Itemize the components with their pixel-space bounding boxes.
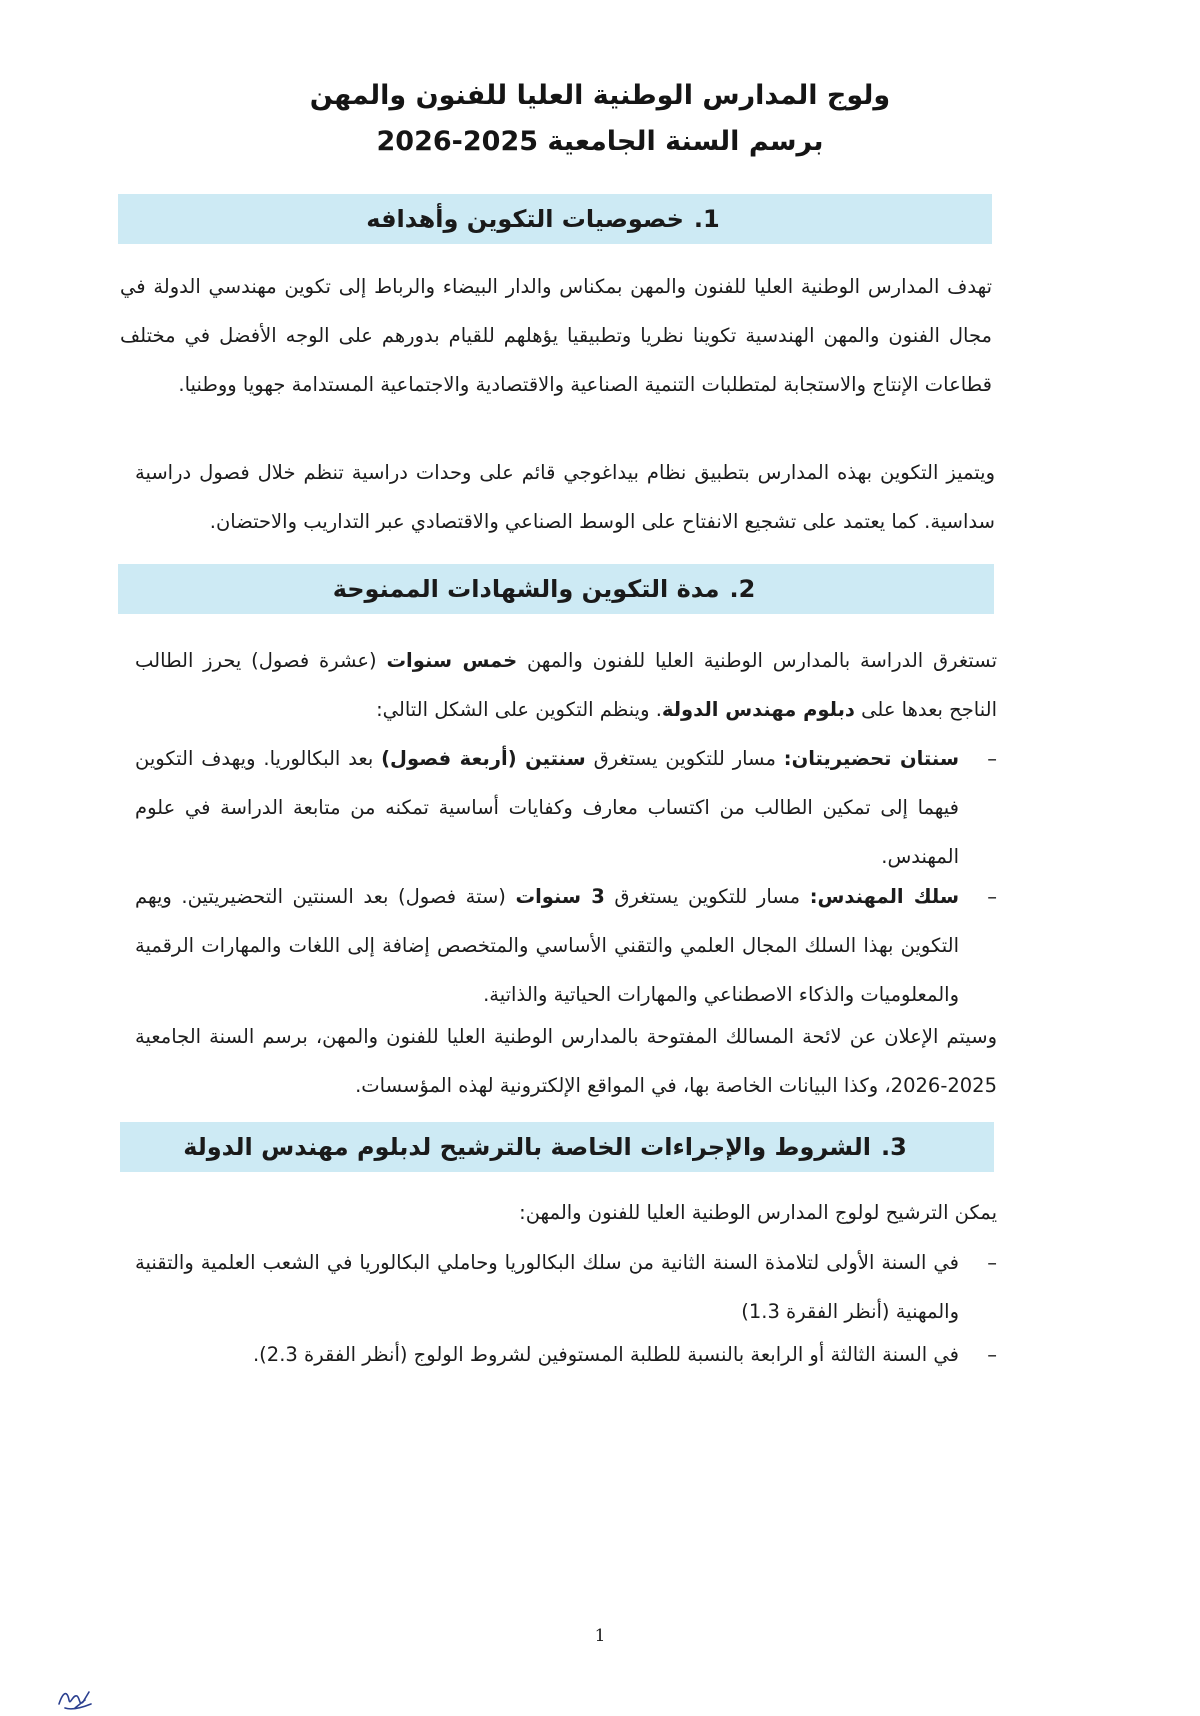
section-2-heading — [118, 564, 994, 614]
section-title: خصوصيات التكوين وأهدافه — [366, 205, 684, 233]
intro-text: . وينظم التكوين على الشكل التالي: — [376, 698, 662, 721]
section-number: 3. — [880, 1133, 907, 1161]
section-3-heading — [120, 1122, 994, 1172]
section-2-bullet-2 — [135, 872, 997, 1019]
document-title-line2: برسم السنة الجامعية 2025-2026 — [376, 126, 824, 157]
page-number: 1 — [594, 1626, 606, 1646]
signature-icon — [55, 1686, 95, 1712]
section-title: الشروط والإجراءات الخاصة بالترشيح لدبلوم مهندس الدولة — [183, 1133, 871, 1161]
intro-text: تستغرق الدراسة بالمدارس الوطنية العليا للفنون والمهن — [526, 649, 998, 672]
section-1-paragraph-2: ويتميز التكوين بهذه المدارس بتطبيق نظام بيداغوجي قائم على وحدات دراسية تنظم خلال فصول دراسية سداسية. كما يعتمد على تشجيع الانفتاح على الوسط الصناعي والاقتصادي عبر التداريب والاحتضان. — [135, 461, 995, 533]
bullet-text — [135, 872, 959, 1019]
bullet-text: في السنة الأولى لتلامذة السنة الثانية من سلك البكالوريا وحاملي البكالوريا في الشعب العلمية والتقنية والمهنية (أنظر الفقرة 1.3) — [135, 1251, 959, 1323]
section-title: مدة التكوين والشهادات الممنوحة — [332, 575, 720, 603]
bullet-text-part: مسار للتكوين يستغرق — [593, 747, 776, 770]
bullet-dash: – — [987, 1343, 997, 1366]
section-2-intro — [135, 636, 997, 734]
section-1-paragraph-1: تهدف المدارس الوطنية العليا للفنون والمهن بمكناس والدار البيضاء والرباط إلى تكوين مهندسي الدولة في مجال الفنون والمهن الهندسية تكوينا نظريا وتطبيقيا يؤهلهم للقيام بدورهم على الوجه الأفضل في مختلف قطاعات الإنتاج والاستجابة لمتطلبات التنمية الصناعية والاقتصادية والاجتماعية المستدامة جهويا ووطنيا. — [120, 275, 992, 396]
bullet-dash: – — [987, 1251, 997, 1274]
intro-bold-duration: خمس سنوات — [386, 649, 518, 672]
bullet-dash: – — [987, 747, 997, 770]
bullet-bold-part: سنتين (أربعة فصول) — [381, 747, 586, 770]
section-2-closing: وسيتم الإعلان عن لائحة المسالك المفتوحة بالمدارس الوطنية العليا للفنون والمهن، برسم السنة الجامعية 2025-2026، وكذا البيانات الخاصة بها، في المواقع الإلكترونية لهذه المؤسسات. — [135, 1025, 997, 1097]
section-3-bullet-2 — [135, 1330, 997, 1379]
section-1-heading — [118, 194, 992, 244]
bullet-text-part: (ستة فصول) بعد السنتين التحضيريتين. ويهم التكوين بهذا السلك المجال العلمي والتقني الأساسي والمتخصص إضافة إلى اللغات والمهارات الرقمية والمعلوميات والذكاء الاصطناعي والمهارات الحياتية والذاتية. — [135, 885, 959, 1006]
bullet-text-part: مسار للتكوين يستغرق — [614, 885, 801, 908]
bullet-bold-part: 3 سنوات — [515, 885, 605, 908]
section-3-bullet-1 — [135, 1238, 997, 1336]
bullet-text-part: بعد البكالوريا. ويهدف التكوين فيهما إلى تمكين الطالب من اكتساب معارف وكفايات أساسية تمكنه من متابعة الدراسة في علوم المهندس. — [135, 747, 959, 868]
document-title-line1: ولوج المدارس الوطنية العليا للفنون والمهن — [309, 80, 891, 111]
section-2-bullet-1 — [135, 734, 997, 881]
section-number: 1. — [693, 205, 720, 233]
intro-bold-diploma: دبلوم مهندس الدولة — [661, 698, 855, 721]
bullet-lead: سلك المهندس: — [809, 885, 960, 908]
bullet-lead: سنتان تحضيريتان: — [783, 747, 960, 770]
intro-text: (عشرة فصول) يحرز الطالب الناجح بعدها على — [135, 649, 997, 721]
section-number: 2. — [729, 575, 756, 603]
bullet-dash: – — [987, 885, 997, 908]
section-3-intro: يمكن الترشيح لولوج المدارس الوطنية العليا للفنون والمهن: — [519, 1201, 997, 1224]
bullet-text — [135, 734, 959, 881]
bullet-text: في السنة الثالثة أو الرابعة بالنسبة للطلبة المستوفين لشروط الولوج (أنظر الفقرة 2.3). — [252, 1343, 959, 1366]
